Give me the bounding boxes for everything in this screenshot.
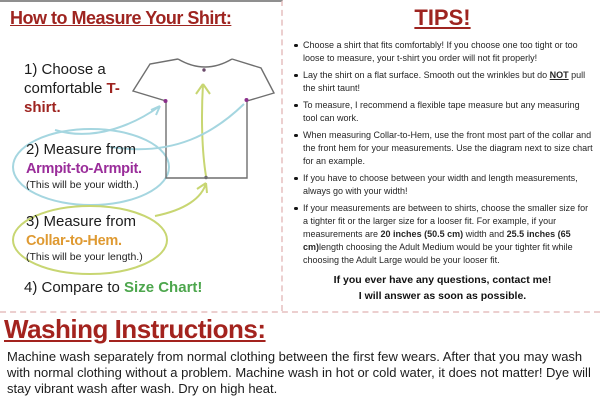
tip-text: width and bbox=[463, 229, 507, 239]
tips-list bbox=[293, 39, 594, 271]
step-2-text: 2) Measure from bbox=[26, 141, 137, 158]
hem-dot bbox=[204, 176, 207, 179]
step-1-highlight: T-shirt. bbox=[24, 80, 120, 116]
collar-dot bbox=[202, 68, 205, 71]
bullet-icon bbox=[294, 104, 298, 108]
bullet-icon bbox=[294, 177, 298, 181]
tip-text: If your measurements are between to shirts, choose the smaller size for a tighter fit or the larger size for a looser fit. For example, if your measurements are bbox=[303, 203, 589, 239]
tip-text-emphasis: NOT bbox=[549, 70, 569, 80]
washing-body: Machine wash separately from normal clothing between the first few wears. After that you may wash with normal clothing without a problem. Machine wash in hot or cold water, it does not matter! Dye will stay vibrant wash after wash. Dry on high heat. bbox=[7, 349, 591, 396]
step-3 bbox=[26, 212, 176, 264]
step-3-note: (This will be your length.) bbox=[26, 251, 143, 263]
contact-note bbox=[285, 272, 600, 304]
tip-item bbox=[293, 39, 594, 65]
step-4-text: 4) Compare to bbox=[24, 279, 125, 296]
tip-text: If you have to choose between your width and length measurements, always go with your width! bbox=[303, 173, 578, 196]
tip-text: pull the shirt taunt! bbox=[303, 70, 586, 93]
tip-text: Choose a shirt that fits comfortably! If you choose one too tight or too loose to measure, your t-shirt you order will not fit properly! bbox=[303, 40, 578, 63]
tip-item bbox=[293, 172, 594, 198]
step-2 bbox=[26, 140, 176, 192]
tip-item bbox=[293, 202, 594, 267]
tip-text: To measure, I recommend a flexible tape measure but any measuring tool can work. bbox=[303, 100, 580, 123]
bullet-icon bbox=[294, 207, 298, 211]
washing-heading: Washing Instructions: bbox=[4, 314, 266, 344]
washing-section bbox=[0, 311, 600, 418]
tips-section bbox=[285, 0, 600, 311]
step-4-highlight: Size Chart! bbox=[124, 279, 203, 296]
armpit-dot-right bbox=[245, 98, 249, 102]
step-3-highlight: Collar-to-Hem. bbox=[26, 233, 122, 249]
measure-heading: How to Measure Your Shirt: bbox=[10, 8, 232, 28]
step-3-text: 3) Measure from bbox=[26, 213, 137, 230]
armpit-dot-left bbox=[164, 99, 168, 103]
bullet-icon bbox=[294, 44, 298, 48]
tips-heading bbox=[285, 5, 600, 31]
step-2-note: (This will be your width.) bbox=[26, 179, 139, 191]
tip-measurement-length: 25.5 inches (65 cm) bbox=[303, 229, 571, 252]
step-1-text: 1) Choose a comfortable bbox=[24, 61, 107, 97]
tip-measurement-width: 20 inches (50.5 cm) bbox=[380, 229, 464, 239]
tip-text: When measuring Collar-to-Hem, use the front most part of the collar and the front hem for your measurements. Use the diagram next to size chart for an example. bbox=[303, 130, 593, 166]
contact-line-1: If you ever have any questions, contact me! bbox=[333, 274, 552, 286]
measure-section bbox=[0, 0, 283, 311]
tip-item bbox=[293, 129, 594, 168]
contact-line-2: I will answer as soon as possible. bbox=[358, 290, 527, 302]
tip-text: Lay the shirt on a flat surface. Smooth out the wrinkles but do bbox=[303, 70, 550, 80]
step-1 bbox=[24, 60, 136, 117]
bullet-icon bbox=[294, 74, 298, 78]
collar-to-hem-arrow bbox=[196, 84, 210, 176]
step-2-highlight: Armpit-to-Armpit. bbox=[26, 161, 142, 177]
bullet-icon bbox=[294, 134, 298, 138]
tip-text: length choosing the Adult Medium would be your tighter fit while choosing the Adult Large would be your looser fit. bbox=[303, 242, 573, 265]
tips-heading-text: TIPS! bbox=[414, 5, 471, 30]
tip-item bbox=[293, 69, 594, 95]
step-4 bbox=[24, 278, 202, 297]
tip-item bbox=[293, 99, 594, 125]
